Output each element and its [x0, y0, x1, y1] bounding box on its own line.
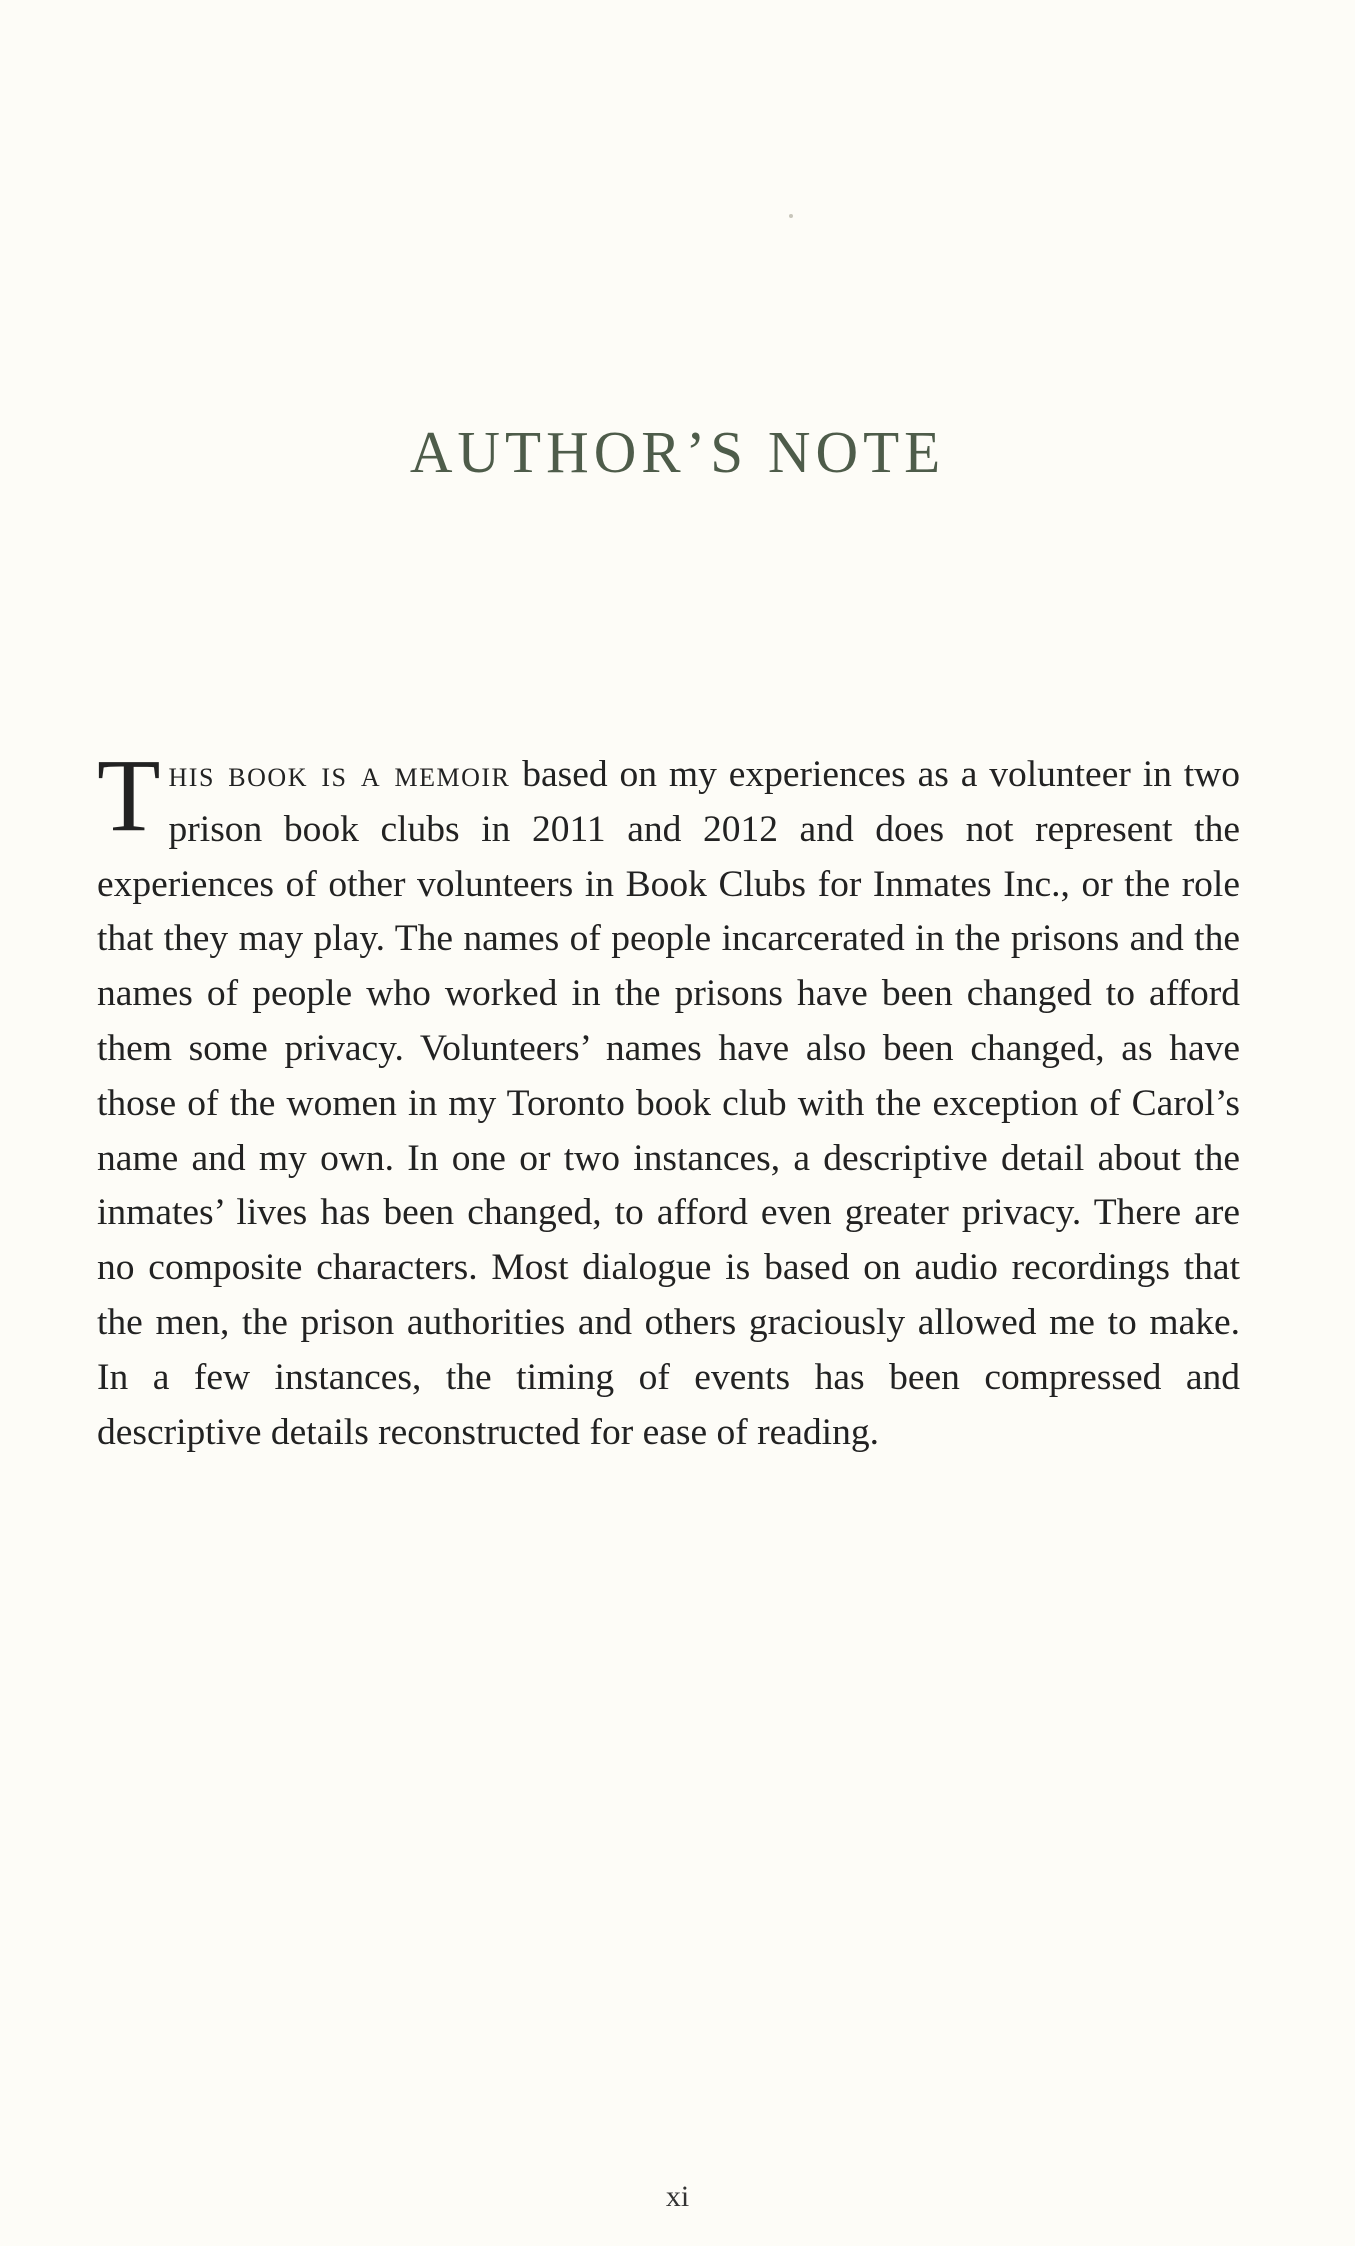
page-number: xi	[665, 2180, 690, 2213]
drop-cap: T	[97, 738, 161, 853]
small-caps-lead: his book is a memoir	[168, 754, 511, 795]
page-title: AUTHOR’S NOTE	[409, 419, 946, 485]
paragraph-body: based on my experiences as a volunteer in two prison book clubs in 2011 and 2012 and does not represent the experiences of other volunteers in Book Clubs for Inmates Inc., or the role that they may play. The names of people incarcerated in the prisons and the names of people who worked in the prisons have been changed to afford them some privacy. Volunteers’ names have also been changed, as have those of the women in my Toronto book club with the exception of Carol’s name and my own. In one or two instances, a descriptive detail about the inmates’ lives has been changed, to afford even greater privacy. There are no composite characters. Most dialogue is based on audio recordings that the men, the prison authorities and others graciously allowed me to make. In a few instances, the timing of events has been compressed and descriptive details reconstructed for ease of reading.	[97, 754, 1241, 1453]
paper-speck	[789, 214, 793, 218]
author-note-paragraph	[97, 738, 1241, 1460]
